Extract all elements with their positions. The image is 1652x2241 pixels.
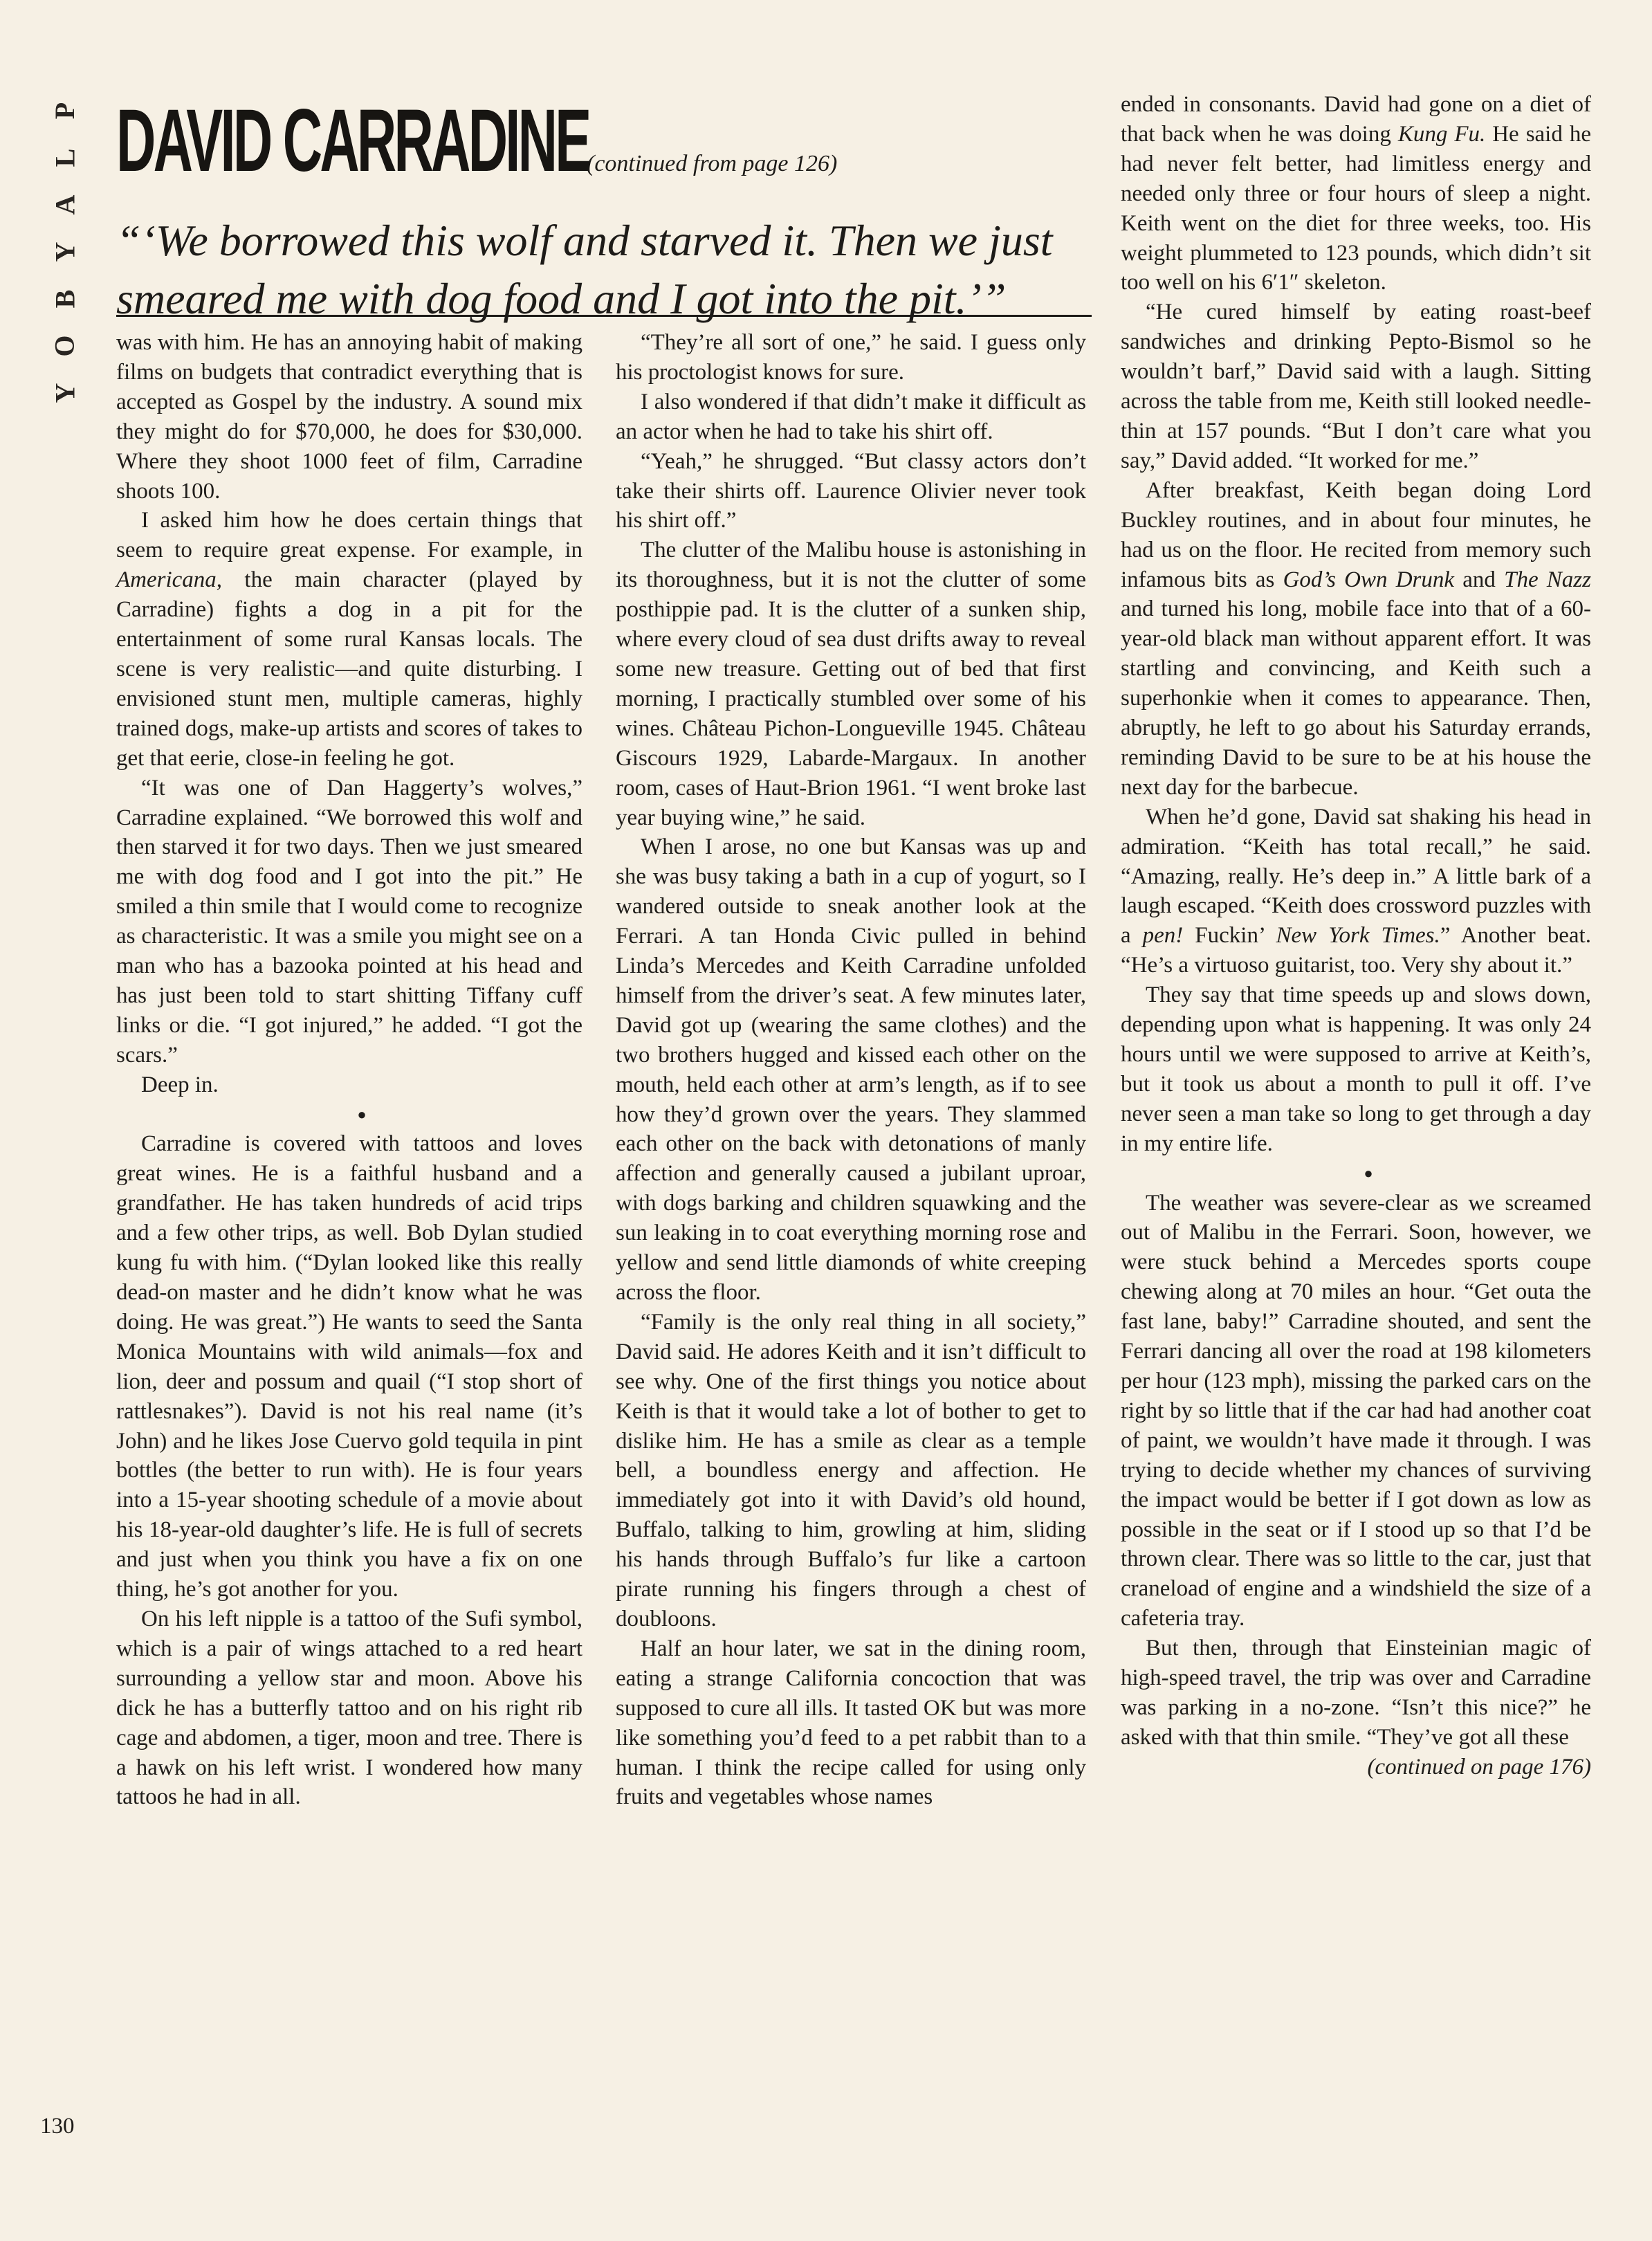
newspaper-title: New York Times.: [1276, 923, 1440, 949]
page-number: 130: [40, 2114, 75, 2139]
spine-letter: B: [49, 289, 80, 309]
emphasis: pen!: [1142, 923, 1184, 949]
paragraph: On his left nipple is a tattoo of the Sufi symbol, which is a pair of wings attached to a red heart surrounding a yellow star and moon. Above his dick he has a butterfly tattoo and on his right rib cage and abdomen, a tiger, moon and tree. There is a hawk on his left wrist. I wondered how many tattoos he had in all.: [116, 1606, 582, 1810]
paragraph: “It was one of Dan Haggerty’s wolves,” Carradine explained. “We borrowed this wolf and then starved it for two days. Then we just smeared me with dog food and I got into the pit.” He smiled a thin smile that I would come to recognize as characteristic. It was a smile you might see on a man who has a bazooka pointed at his head and has just been told to start shitting Tiffany cuff links or die. “I got injured,” he added. “I got the scars.”: [116, 775, 582, 1068]
article-column-2: [616, 328, 1086, 1812]
routine-title: God’s Own Drunk: [1283, 567, 1455, 592]
spine-letter: O: [49, 335, 80, 357]
paragraph: “They’re all sort of one,” he said. I guess only his proctologist knows for sure.: [616, 330, 1086, 385]
article-header: [116, 91, 1092, 328]
paragraph: Half an hour later, we sat in the dining room, eating a strange California concoction that was supposed to cure all ills. It tasted OK but was more like something you’d feed to a pet rabbit than to a human. I think the recipe called for using only fruits and vegetables whose names: [616, 1636, 1086, 1810]
section-break-bullet: ●: [1364, 1164, 1373, 1182]
spine-letter: P: [49, 102, 80, 120]
spine-letter: A: [48, 194, 80, 215]
paragraph: The clutter of the Malibu house is astonishing in its thoroughness, but it is not the clutter of some posthippie pad. It is the clutter of a sunken ship, where every cloud of sea dust drifts away to reveal some new treasure. Getting out of bed that first morning, I practically stumbled over some of his wines. Château Pichon-Longueville 1945. Château Giscours 1929, Labarde-Margaux. In another room, cases of Haut-Brion 1961. “I went broke last year buying wine,” he said.: [616, 538, 1086, 830]
paragraph: After breakfast, Keith began doing Lord Buckley routines, and in about four minutes, he had us on the floor. He recited from memory such infamous bits as God’s Own Drunk and The Nazz and turned his long, mobile face into that of a 60-year-old black man without apparent effort. It was startling and convincing, and Keith such a superhonkie when it comes to appearance. Then, abruptly, he left to go about his Saturday errands, reminding David to be sure to be at his house the next day for the barbecue.: [1121, 477, 1591, 800]
paragraph: But then, through that Einsteinian magic of high-speed travel, the trip was over and Carradine was parking in a no-zone. “Isn’t this nice?” he asked with that thin smile. “They’ve got all these: [1121, 1636, 1591, 1750]
paragraph: “Family is the only real thing in all society,” David said. He adores Keith and it isn’t difficult to see why. One of the first things you notice about Keith is that it would take a lot of bother to get to dislike him. He has a smile as clear as a temple bell, a boundless energy and affection. He immediately got into it with David’s old hound, Buffalo, talking to him, growling at him, sliding his hands through Buffalo’s fur like a cartoon pirate running his fingers through a chest of doubloons.: [616, 1309, 1086, 1631]
continued-on-note: (continued on page 176): [1367, 1754, 1591, 1780]
continued-from-note: (continued from page 126): [587, 151, 838, 176]
spine-letter: L: [49, 148, 80, 167]
paragraph: I also wondered if that didn’t make it difficult as an actor when he had to take his shirt off.: [616, 389, 1086, 444]
paragraph: When I arose, no one but Kansas was up and she was busy taking a bath in a cup of yogurt, so I wandered outside to sneak another look at the Ferrari. A tan Honda Civic pulled in behind Linda’s Mercedes and Keith Carradine unfolded himself from the driver’s seat. A few minutes later, David got up (wearing the same clothes) and the two brothers hugged and kissed each other on the mouth, held each other at arm’s length, as if to see how they’d grown over the years. They slammed each other on the back with detonations of manly affection and generally caused a jubilant uproar, with dogs barking and children squawking and the sun leaking in to coat everything morning rose and yellow and send little diamonds of white creeping across the floor.: [616, 834, 1086, 1305]
paragraph: I asked him how he does certain things that seem to require great expense. For example, in Americana, the main character (played by Carradine) fights a dog in a pit for the entertainment of some rural Kansas locals. The scene is very realistic—and quite disturbing. I envisioned stunt men, multiple cameras, highly trained dogs, make-up artists and scores of takes to get that eerie, close-in feeling he got.: [116, 508, 582, 771]
article-column-3: [1121, 90, 1591, 1782]
spine-letter: Y: [48, 241, 80, 262]
article-title: DAVID CARRADINE: [116, 91, 589, 190]
pull-quote: “‘We borrowed this wolf and starved it. Then we just smeared me with dog food and I got into the pit.’”: [116, 216, 1053, 323]
spine-letter: Y: [48, 383, 80, 403]
magazine-spine-label: [44, 97, 86, 426]
show-title: Kung Fu.: [1397, 121, 1486, 147]
paragraph: “Yeah,” he shrugged. “But classy actors don’t take their shirts off. Laurence Olivier never took his shirt off.”: [616, 448, 1086, 533]
paragraph: “He cured himself by eating roast-beef sandwiches and drinking Pepto-Bismol so he wouldn’t barf,” David said with a laugh. Sitting across the table from me, Keith still looked needle-thin at 157 pounds. “But I don’t care what you say,” David added. “It worked for me.”: [1121, 300, 1591, 473]
paragraph: ended in consonants. David had gone on a diet of that back when he was doing Kung Fu. He said he had never felt better, had limitless energy and needed only three or four hours of sleep a night. Keith went on the diet for three weeks, too. His weight plummeted to 123 pounds, which didn’t sit too well on his 6′1″ skeleton.: [1121, 92, 1591, 295]
paragraph: Deep in.: [141, 1072, 219, 1097]
paragraph: Carradine is covered with tattoos and loves great wines. He is a faithful husband and a grandfather. He has taken hundreds of acid trips and a few other trips, as well. Bob Dylan studied kung fu with him. (“Dylan looked like this really dead-on master and he didn’t know what he was doing. He was great.”) He wants to seed the Santa Monica Mountains with wild animals—fox and lion, deer and possum and quail (“I stop short of rattlesnakes”). David is not his real name (it’s John) and he likes Jose Cuervo gold tequila in pint bottles (the better to run with). He is four years into a 15-year shooting schedule of a movie about his 18-year-old daughter’s life. He is full of secrets and just when you think you have a fix on one thing, he’s got another for you.: [116, 1131, 582, 1602]
paragraph: was with him. He has an annoying habit of making films on budgets that contradict everything that is accepted as Gospel by the industry. A sound mix they might do for $70,000, he does for $30,000. Where they shoot 1000 feet of film, Carradine shoots 100.: [116, 330, 582, 504]
paragraph: They say that time speeds up and slows down, depending upon what is happening. It was only 24 hours until we were supposed to arrive at Keith’s, but it took us about a month to pull it off. I’ve never seen a man take so long to get through a day in my entire life.: [1121, 982, 1591, 1156]
section-break-bullet: ●: [357, 1105, 367, 1123]
paragraph: The weather was severe-clear as we screamed out of Malibu in the Ferrari. Soon, however, we were stuck behind a Mercedes sports coupe chewing along at 70 miles an hour. “Get outa the fast lane, baby!” Carradine shouted, and sent the Ferrari dancing all over the road at 198 kilometers per hour (123 mph), missing the parked cars on the right by so little that if the car had had another coat of paint, we wouldn’t have made it through. I was trying to decide whether my chances of surviving the impact would be better if I got down as low as possible in the seat or if I stood up so that I’d be thrown clear. There was so little to the car, just that craneload of engine and a windshield the size of a cafeteria tray.: [1121, 1190, 1591, 1631]
paragraph: When he’d gone, David sat shaking his head in admiration. “Keith has total recall,” he said. “Amazing, really. He’s deep in.” A little bark of a laugh escaped. “Keith does crossword puzzles with a pen! Fuckin’ New York Times.” Another beat. “He’s a virtuoso guitarist, too. Very shy about it.”: [1121, 804, 1591, 978]
film-title: Americana,: [116, 567, 223, 593]
article-column-1: [116, 328, 582, 1812]
header-rule: [116, 315, 1092, 317]
routine-title: The Nazz: [1504, 567, 1591, 592]
